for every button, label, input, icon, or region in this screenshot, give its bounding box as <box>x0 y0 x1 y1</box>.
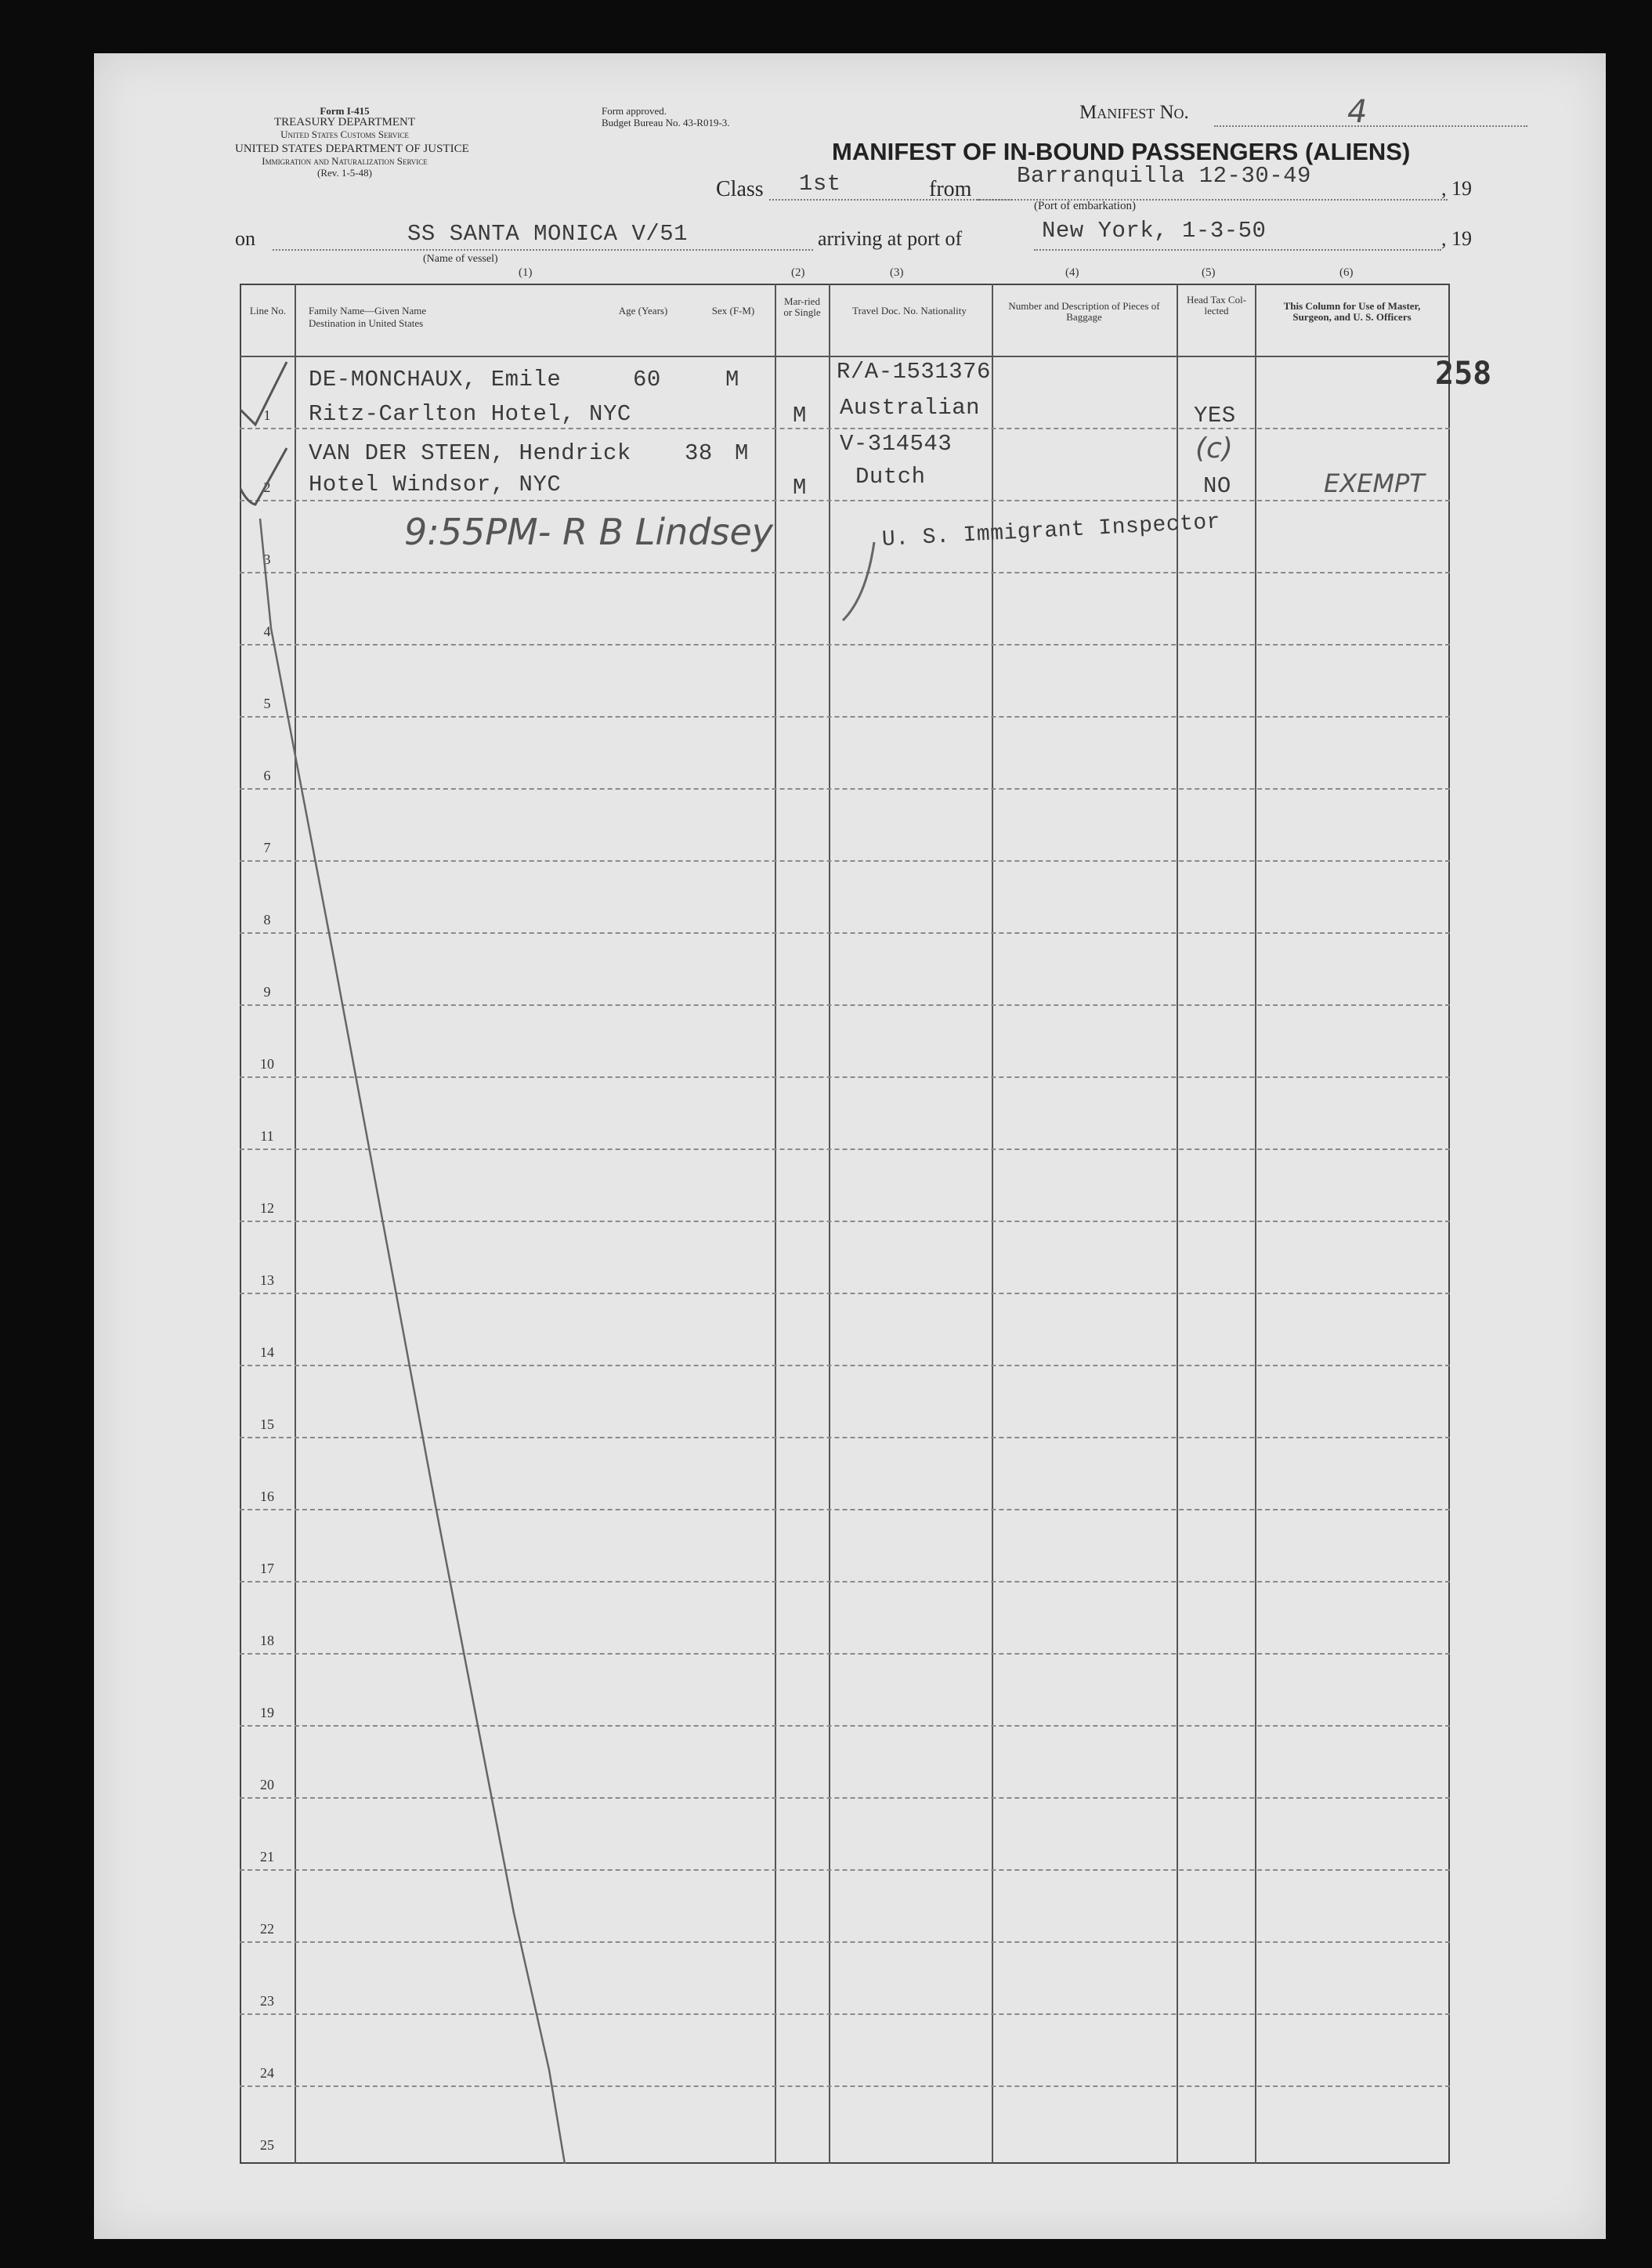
row-divider <box>240 716 1450 718</box>
vessel-note: (Name of vessel) <box>423 253 498 265</box>
passenger-2-officer-note: EXEMPT <box>1324 468 1425 498</box>
row-divider <box>240 860 1450 862</box>
passenger-table <box>240 284 1492 2164</box>
row-divider <box>240 644 1450 646</box>
manifest-number-line <box>1214 125 1527 127</box>
line-number: 8 <box>263 912 271 928</box>
row-divider <box>240 1797 1450 1799</box>
table-frame <box>240 284 1450 2164</box>
row-divider <box>240 788 1450 790</box>
passenger-2-name: VAN DER STEEN, Hendrick <box>309 440 631 466</box>
header-age: Age (Years) <box>618 305 668 317</box>
doj-label: UNITED STATES DEPARTMENT OF JUSTICE <box>235 143 469 155</box>
line-number: 25 <box>260 2137 274 2153</box>
passenger-1-sex: M <box>725 367 739 392</box>
passenger-1-nationality: Australian <box>840 395 981 421</box>
row-divider <box>240 1004 1450 1006</box>
passenger-1-head-tax: YES <box>1194 403 1236 429</box>
year-suffix-2: , 19 <box>1441 227 1472 250</box>
form-id: Form I-415 <box>320 105 370 117</box>
line-number: 16 <box>260 1488 274 1504</box>
rev-label: (Rev. 1-5-48) <box>317 167 372 179</box>
vessel-line <box>273 249 813 251</box>
passenger-2-married: M <box>793 475 807 501</box>
row-divider <box>240 572 1450 573</box>
line-number: 18 <box>260 1633 274 1648</box>
row-divider <box>240 1509 1450 1510</box>
header-baggage: Number and Description of Pieces of Baggage <box>1008 300 1160 323</box>
passenger-1-married: M <box>793 403 807 429</box>
colnum-6: (6) <box>1339 266 1354 279</box>
line-number: 2 <box>263 479 271 495</box>
passenger-1-travel-doc: R/A-1531376 <box>837 359 991 385</box>
row-divider <box>240 1581 1450 1583</box>
header-destination: Destination in United States <box>309 317 424 329</box>
row-divider <box>240 1221 1450 1222</box>
row-divider <box>240 1365 1450 1366</box>
passenger-2-travel-doc: V-314543 <box>840 431 953 457</box>
header-head-tax: Head Tax Col-lected <box>1186 294 1247 317</box>
line-number: 4 <box>263 624 271 639</box>
colnum-4: (4) <box>1065 266 1079 279</box>
line-number: 12 <box>260 1200 274 1216</box>
embarkation-port: Barranquilla 12-30-49 <box>1017 163 1311 189</box>
col-divider <box>829 284 830 2164</box>
passenger-1-name: DE-MONCHAUX, Emile <box>309 367 562 392</box>
row-divider <box>240 1076 1450 1078</box>
col-divider <box>1177 284 1178 2164</box>
header-travel-doc: Travel Doc. No. Nationality <box>852 305 967 317</box>
passenger-2-sex: M <box>735 440 749 466</box>
class-line <box>769 199 1012 201</box>
year-suffix: , 19 <box>1441 177 1472 200</box>
line-number: 11 <box>260 1128 274 1144</box>
header-name: Family Name—Given Name <box>309 305 427 317</box>
passenger-1-age: 60 <box>633 367 661 392</box>
vessel-name: SS SANTA MONICA V/51 <box>407 221 689 247</box>
header-sex: Sex (F-M) <box>711 305 755 317</box>
row-divider <box>240 1941 1450 1943</box>
row-divider <box>240 2013 1450 2015</box>
passenger-1-destination: Ritz-Carlton Hotel, NYC <box>309 401 631 427</box>
customs-label: United States Customs Service <box>280 128 409 140</box>
row-divider <box>240 428 1450 429</box>
passenger-1-officer-note: 258 <box>1435 356 1492 392</box>
form-header-left <box>235 105 469 179</box>
line-number: 21 <box>260 1849 274 1865</box>
line-number: 23 <box>260 1993 274 2009</box>
line-number: 22 <box>260 1921 274 1937</box>
header-officers: This Column for Use of Master, Surgeon, and U. S. Officers <box>1283 300 1421 323</box>
manifest-title: MANIFEST OF IN-BOUND PASSENGERS (ALIENS) <box>832 138 1411 165</box>
line-number: 13 <box>260 1272 274 1288</box>
header-married: Mar-ried or Single <box>783 295 821 318</box>
class-value: 1st <box>799 171 841 197</box>
approved-label: Form approved. <box>602 105 667 117</box>
manifest-page <box>94 53 1606 2239</box>
row-divider <box>240 1869 1450 1871</box>
passenger-2-age: 38 <box>685 440 713 466</box>
row-divider <box>240 1293 1450 1294</box>
inspector-signature: 9:55PM- R B Lindsey <box>404 511 773 553</box>
header-line-no: Line No. <box>249 305 287 317</box>
line-number: 24 <box>260 2065 274 2081</box>
inspector-stamp: U. S. Immigrant Inspector <box>881 510 1221 552</box>
passenger-2-head-tax: NO <box>1203 473 1231 499</box>
line-number: 1 <box>263 407 271 423</box>
line-number: 7 <box>263 840 271 855</box>
line-number: 9 <box>263 984 271 1000</box>
row-divider <box>240 1653 1450 1655</box>
col-divider <box>295 284 296 2164</box>
passenger-2-destination: Hotel Windsor, NYC <box>309 472 562 497</box>
budget-label: Budget Bureau No. 43-R019-3. <box>602 117 730 128</box>
line-number: 10 <box>260 1056 274 1072</box>
line-number: 17 <box>260 1561 274 1576</box>
class-label: Class <box>716 177 764 201</box>
treasury-label: TREASURY DEPARTMENT <box>273 116 416 128</box>
header-divider <box>240 356 1450 357</box>
row-divider <box>240 500 1450 501</box>
form-approval <box>602 105 730 128</box>
colnum-2: (2) <box>791 266 805 279</box>
line-number: 19 <box>260 1705 274 1720</box>
passenger-2-head-tax-mark: (c) <box>1195 432 1233 465</box>
col-divider <box>775 284 776 2164</box>
manifest-number-value: 4 <box>1347 94 1368 130</box>
port-line <box>1034 249 1441 251</box>
from-label: from <box>929 177 972 201</box>
ins-label: Immigration and Naturalization Service <box>262 155 428 167</box>
on-label: on <box>235 227 255 250</box>
row-divider <box>240 1437 1450 1438</box>
row-divider <box>240 932 1450 934</box>
colnum-3: (3) <box>890 266 904 279</box>
line-number: 20 <box>260 1777 274 1792</box>
col-divider <box>1255 284 1256 2164</box>
row-divider <box>240 1148 1450 1150</box>
line-number: 6 <box>263 768 271 783</box>
col-divider <box>992 284 993 2164</box>
embarkation-note: (Port of embarkation) <box>1034 200 1136 212</box>
row-divider <box>240 2085 1450 2087</box>
arriving-label: arriving at port of <box>818 227 963 250</box>
colnum-1: (1) <box>519 266 533 279</box>
line-number: 3 <box>263 552 271 567</box>
arrival-port: New York, 1-3-50 <box>1042 218 1267 244</box>
passenger-2-nationality: Dutch <box>855 464 926 490</box>
row-divider <box>240 1725 1450 1727</box>
line-number: 5 <box>263 696 271 711</box>
line-number: 14 <box>260 1344 274 1360</box>
colnum-5: (5) <box>1202 266 1216 279</box>
manifest-number-label: Manifest No. <box>1079 102 1189 123</box>
line-number: 15 <box>260 1416 274 1432</box>
